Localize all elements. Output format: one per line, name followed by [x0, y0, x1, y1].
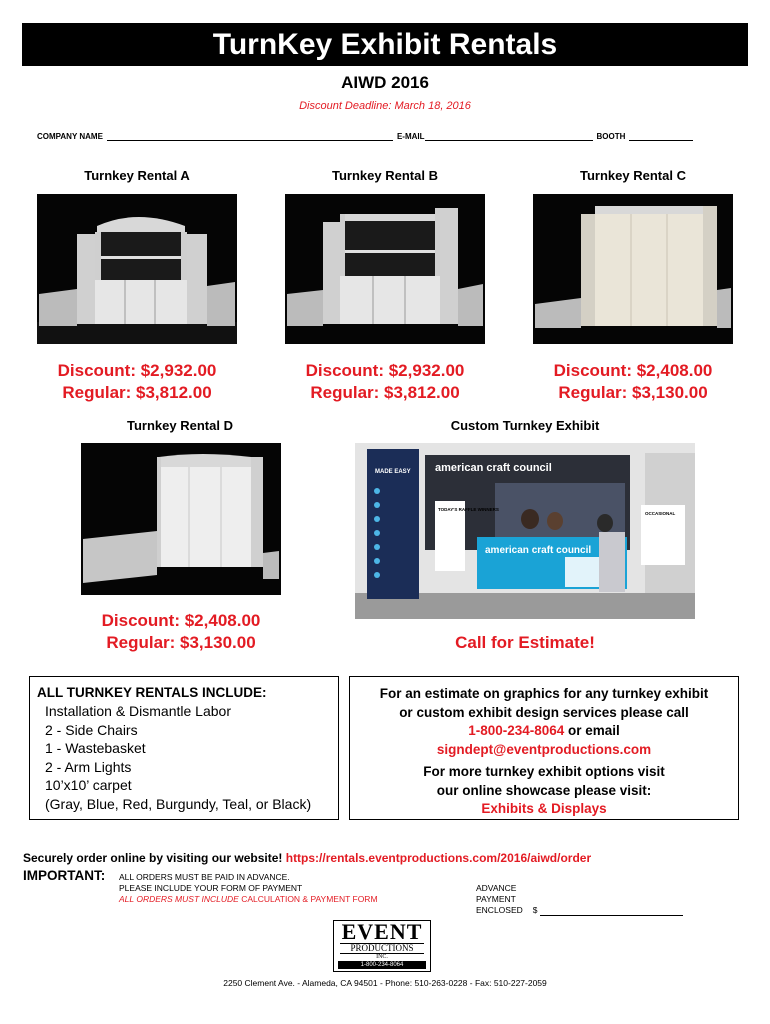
- rental-b-price: [265, 360, 505, 404]
- includes-list: [30, 702, 338, 813]
- enclosed-row: [476, 905, 683, 916]
- estimate-line-2: or custom exhibit design services please call: [399, 704, 689, 720]
- rental-a-price: [17, 360, 257, 404]
- order-form-line: [37, 131, 697, 141]
- email-field[interactable]: [425, 131, 593, 141]
- amount-enclosed-field[interactable]: [540, 906, 683, 916]
- call-for-estimate: Call for Estimate!: [455, 633, 595, 652]
- dollar-sign: $: [532, 905, 538, 915]
- email-link[interactable]: signdept@eventproductions.com: [436, 741, 652, 757]
- or-email-text: or email: [564, 723, 620, 738]
- includes-item: 2 - Arm Lights: [45, 758, 132, 775]
- logo-inc-text: INC.: [376, 954, 388, 960]
- estimate-phone-line: [350, 722, 738, 741]
- rental-c-photo: [533, 194, 733, 344]
- rental-c-regular: Regular: $3,130.00: [558, 383, 708, 402]
- important-notes: [119, 872, 378, 905]
- important-label: IMPORTANT:: [23, 868, 106, 883]
- rental-b-regular: Regular: $3,812.00: [310, 383, 460, 402]
- enclosed-label: ENCLOSED: [476, 905, 523, 915]
- order-online-text: Securely order online by visiting our website!: [23, 851, 286, 865]
- exhibits-displays-link[interactable]: Exhibits & Displays: [481, 801, 607, 816]
- includes-item: 2 - Side Chairs: [45, 721, 138, 738]
- estimate-line-6: our online showcase please visit:: [436, 782, 652, 798]
- note-calc-form: CALCULATION & PAYMENT FORM: [238, 894, 378, 904]
- event-productions-logo: [333, 920, 431, 972]
- raffle-sign: TODAY'S RAFFLE WINNERS: [438, 507, 499, 512]
- rental-a-title: Turnkey Rental A: [84, 168, 190, 183]
- rental-d-title: Turnkey Rental D: [127, 418, 233, 433]
- includes-item: (Gray, Blue, Red, Burgundy, Teal, or Black): [45, 795, 312, 812]
- footer-address: 2250 Clement Ave. - Alameda, CA 94501 - Phone: 510-263-0228 - Fax: 510-227-2059: [223, 978, 547, 988]
- estimate-line-1: For an estimate on graphics for any turnkey exhibit: [379, 686, 709, 701]
- company-name-field[interactable]: [107, 131, 393, 141]
- booth-label: BOOTH: [596, 132, 626, 141]
- booth-field[interactable]: [629, 131, 693, 141]
- rental-a-discount: Discount: $2,932.00: [57, 361, 217, 380]
- order-online-line: [23, 851, 591, 865]
- rental-a-regular: Regular: $3,812.00: [62, 383, 212, 402]
- email-label: E-MAIL: [396, 132, 425, 141]
- payment-enclosed: [476, 883, 683, 916]
- custom-exhibit-title: Custom Turnkey Exhibit: [450, 418, 600, 433]
- panel-made-easy: MADE EASY: [375, 469, 411, 475]
- booth-sign-counter: american craft council: [485, 545, 592, 556]
- advance-label: ADVANCE: [476, 883, 517, 893]
- note-include-payment: PLEASE INCLUDE YOUR FORM OF PAYMENT: [119, 883, 303, 893]
- phone-link[interactable]: 1-800-234-8064: [468, 723, 565, 738]
- rental-b-photo: [285, 194, 485, 344]
- booth-sign-top: american craft council: [435, 462, 552, 474]
- rental-b-title: Turnkey Rental B: [332, 168, 438, 183]
- rental-c-price: [513, 360, 753, 404]
- logo-event-text: EVENT: [341, 919, 423, 944]
- rental-c-discount: Discount: $2,408.00: [553, 361, 713, 380]
- logo-productions-text: PRODUCTIONS: [340, 943, 424, 954]
- company-name-label: COMPANY NAME: [37, 132, 103, 141]
- payment-label: PAYMENT: [476, 894, 516, 904]
- rental-d-discount: Discount: $2,408.00: [101, 611, 261, 630]
- note-paid-advance: ALL ORDERS MUST BE PAID IN ADVANCE.: [119, 872, 290, 882]
- order-url-link[interactable]: https://rentals.eventproductions.com/2016/aiwd/order: [285, 851, 592, 865]
- includes-box: [29, 676, 339, 820]
- estimate-box: [349, 676, 739, 820]
- rental-d-photo: [81, 443, 281, 595]
- rental-c-title: Turnkey Rental C: [580, 168, 686, 183]
- logo-phone-text: 1-800-234-8064: [338, 961, 426, 969]
- rental-d-regular: Regular: $3,130.00: [106, 633, 256, 652]
- includes-item: Installation & Dismantle Labor: [45, 703, 231, 719]
- includes-item: 1 - Wastebasket: [45, 740, 146, 756]
- includes-item: 10’x10’ carpet: [45, 777, 132, 793]
- rental-d-price: [61, 610, 301, 654]
- rental-a-photo: [37, 194, 237, 344]
- note-calculation: [119, 894, 378, 905]
- discount-deadline: Discount Deadline: March 18, 2016: [299, 100, 471, 112]
- rental-b-discount: Discount: $2,932.00: [305, 361, 465, 380]
- occasional-sign: OCCASIONAL: [645, 511, 676, 516]
- includes-heading: ALL TURNKEY RENTALS INCLUDE:: [37, 685, 267, 700]
- estimate-line-5: For more turnkey exhibit options visit: [423, 764, 665, 779]
- custom-exhibit-photo: [355, 443, 695, 619]
- page-title: TurnKey Exhibit Rentals: [22, 23, 748, 66]
- note-must-include: ALL ORDERS MUST INCLUDE: [119, 894, 239, 904]
- event-name: AIWD 2016: [341, 73, 429, 92]
